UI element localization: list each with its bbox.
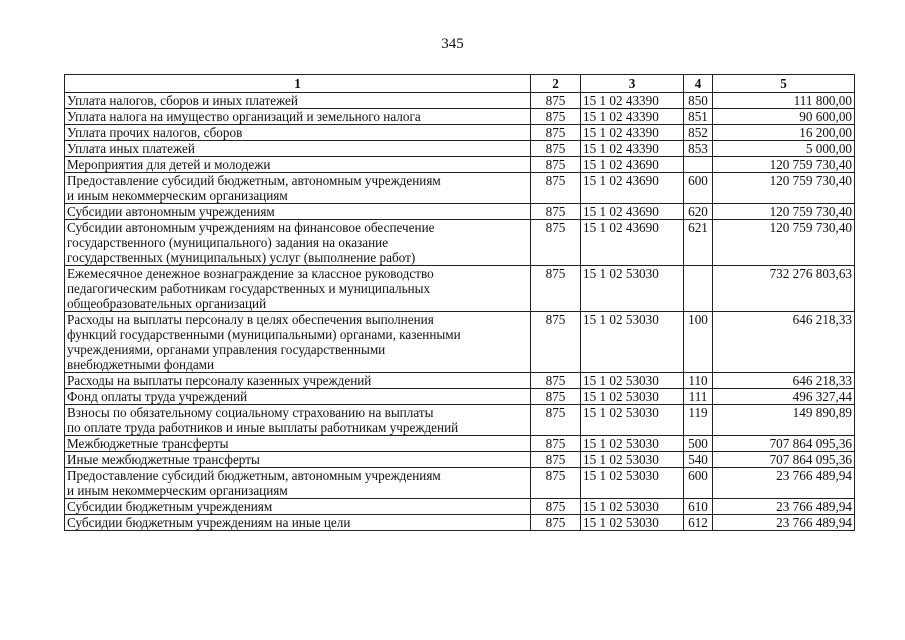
department-code-cell: 875	[531, 220, 581, 266]
expense-type-cell: 540	[684, 452, 713, 468]
target-article-cell: 15 1 02 53030	[581, 266, 684, 312]
expense-name-line: и иным некоммерческим организациям	[67, 188, 288, 203]
expense-name-line: Фонд оплаты труда учреждений	[67, 389, 248, 404]
target-article-cell: 15 1 02 53030	[581, 312, 684, 373]
table-row	[65, 93, 855, 109]
expense-name-line: педагогическим работникам государственных и муниципальных	[67, 281, 431, 296]
target-article-cell: 15 1 02 43390	[581, 125, 684, 141]
expense-name-line: Взносы по обязательному социальному страхованию на выплаты	[67, 405, 434, 420]
budget-table	[64, 74, 855, 531]
department-code-cell: 875	[531, 312, 581, 373]
department-code-cell: 875	[531, 157, 581, 173]
expense-name-line: внебюджетными фондами	[67, 357, 215, 372]
target-article-cell: 15 1 02 53030	[581, 389, 684, 405]
expense-type-cell: 621	[684, 220, 713, 266]
table-row	[65, 312, 855, 373]
amount-cell: 707 864 095,36	[713, 452, 855, 468]
department-code-cell: 875	[531, 141, 581, 157]
amount-cell: 120 759 730,40	[713, 220, 855, 266]
amount-cell: 646 218,33	[713, 312, 855, 373]
expense-name-cell	[65, 515, 531, 531]
expense-name-cell	[65, 452, 531, 468]
expense-type-cell: 110	[684, 373, 713, 389]
target-article-cell: 15 1 02 53030	[581, 405, 684, 436]
department-code-cell: 875	[531, 173, 581, 204]
expense-type-cell: 852	[684, 125, 713, 141]
expense-type-cell: 853	[684, 141, 713, 157]
target-article-cell: 15 1 02 53030	[581, 373, 684, 389]
amount-cell: 23 766 489,94	[713, 499, 855, 515]
expense-type-cell	[684, 266, 713, 312]
expense-name-cell	[65, 173, 531, 204]
expense-name-line: Расходы на выплаты персоналу в целях обеспечения выполнения	[67, 312, 434, 327]
expense-name-line: Субсидии автономным учреждениям на финансовое обеспечение	[67, 220, 435, 235]
target-article-cell: 15 1 02 43690	[581, 173, 684, 204]
expense-name-cell	[65, 220, 531, 266]
table-row	[65, 468, 855, 499]
expense-name-cell	[65, 204, 531, 220]
table-row	[65, 499, 855, 515]
department-code-cell: 875	[531, 468, 581, 499]
target-article-cell: 15 1 02 43690	[581, 204, 684, 220]
expense-name-line: государственных (муниципальных) услуг (выполнение работ)	[67, 250, 416, 265]
expense-name-cell	[65, 499, 531, 515]
expense-name-line: Расходы на выплаты персоналу казенных учреждений	[67, 373, 372, 388]
expense-name-line: Субсидии автономным учреждениям	[67, 204, 275, 219]
target-article-cell: 15 1 02 43390	[581, 93, 684, 109]
table-row	[65, 515, 855, 531]
department-code-cell: 875	[531, 452, 581, 468]
expense-name-line: Ежемесячное денежное вознаграждение за классное руководство	[67, 266, 434, 281]
expense-name-line: Уплата налогов, сборов и иных платежей	[67, 93, 298, 108]
expense-name-cell	[65, 468, 531, 499]
expense-name-cell	[65, 93, 531, 109]
expense-name-cell	[65, 125, 531, 141]
expense-name-line: Уплата налога на имущество организаций и земельного налога	[67, 109, 421, 124]
expense-type-cell: 600	[684, 173, 713, 204]
expense-name-line: Уплата прочих налогов, сборов	[67, 125, 243, 140]
expense-name-line: Межбюджетные трансферты	[67, 436, 229, 451]
expense-type-cell: 610	[684, 499, 713, 515]
target-article-cell: 15 1 02 43690	[581, 157, 684, 173]
amount-cell: 732 276 803,63	[713, 266, 855, 312]
header-row	[65, 75, 855, 93]
expense-type-cell: 620	[684, 204, 713, 220]
department-code-cell: 875	[531, 204, 581, 220]
table-row	[65, 109, 855, 125]
expense-name-cell	[65, 109, 531, 125]
amount-cell: 149 890,89	[713, 405, 855, 436]
expense-name-cell	[65, 436, 531, 452]
amount-cell: 23 766 489,94	[713, 515, 855, 531]
department-code-cell: 875	[531, 405, 581, 436]
table-row	[65, 405, 855, 436]
header-col-4: 4	[684, 75, 713, 93]
table-row	[65, 389, 855, 405]
amount-cell: 496 327,44	[713, 389, 855, 405]
target-article-cell: 15 1 02 43690	[581, 220, 684, 266]
expense-type-cell: 850	[684, 93, 713, 109]
amount-cell: 120 759 730,40	[713, 173, 855, 204]
expense-name-line: общеобразовательных организаций	[67, 296, 267, 311]
department-code-cell: 875	[531, 373, 581, 389]
expense-type-cell: 111	[684, 389, 713, 405]
table-row	[65, 173, 855, 204]
target-article-cell: 15 1 02 53030	[581, 452, 684, 468]
amount-cell: 23 766 489,94	[713, 468, 855, 499]
amount-cell: 707 864 095,36	[713, 436, 855, 452]
expense-type-cell: 500	[684, 436, 713, 452]
expense-name-line: Иные межбюджетные трансферты	[67, 452, 260, 467]
table-row	[65, 266, 855, 312]
department-code-cell: 875	[531, 436, 581, 452]
expense-name-cell	[65, 389, 531, 405]
expense-name-line: функций государственными (муниципальными) органами, казенными	[67, 327, 461, 342]
amount-cell: 120 759 730,40	[713, 204, 855, 220]
header-col-3: 3	[581, 75, 684, 93]
table-body	[65, 93, 855, 531]
page-number: 345	[441, 36, 464, 52]
expense-name-cell	[65, 373, 531, 389]
amount-cell: 120 759 730,40	[713, 157, 855, 173]
expense-name-line: государственного (муниципального) задания на оказание	[67, 235, 389, 250]
department-code-cell: 875	[531, 109, 581, 125]
header-col-1: 1	[65, 75, 531, 93]
table-row	[65, 157, 855, 173]
target-article-cell: 15 1 02 43390	[581, 109, 684, 125]
table-row	[65, 373, 855, 389]
expense-name-line: учреждениями, органами управления государственными	[67, 342, 386, 357]
target-article-cell: 15 1 02 53030	[581, 436, 684, 452]
expense-type-cell: 100	[684, 312, 713, 373]
target-article-cell: 15 1 02 43390	[581, 141, 684, 157]
table-row	[65, 125, 855, 141]
expense-name-line: Предоставление субсидий бюджетным, автономным учреждениям	[67, 468, 441, 483]
expense-name-line: по оплате труда работников и иные выплаты работникам учреждений	[67, 420, 459, 435]
amount-cell: 16 200,00	[713, 125, 855, 141]
table-row	[65, 220, 855, 266]
expense-name-cell	[65, 312, 531, 373]
amount-cell: 5 000,00	[713, 141, 855, 157]
target-article-cell: 15 1 02 53030	[581, 499, 684, 515]
amount-cell: 90 600,00	[713, 109, 855, 125]
expense-type-cell	[684, 157, 713, 173]
expense-name-cell	[65, 405, 531, 436]
table-row	[65, 452, 855, 468]
expense-type-cell: 600	[684, 468, 713, 499]
amount-cell: 111 800,00	[713, 93, 855, 109]
expense-name-line: Субсидии бюджетным учреждениям	[67, 499, 273, 514]
table-row	[65, 141, 855, 157]
department-code-cell: 875	[531, 389, 581, 405]
department-code-cell: 875	[531, 125, 581, 141]
department-code-cell: 875	[531, 515, 581, 531]
expense-name-line: и иным некоммерческим организациям	[67, 483, 288, 498]
header-col-2: 2	[531, 75, 581, 93]
expense-type-cell: 612	[684, 515, 713, 531]
expense-name-line: Уплата иных платежей	[67, 141, 195, 156]
table-row	[65, 436, 855, 452]
department-code-cell: 875	[531, 266, 581, 312]
expense-name-cell	[65, 266, 531, 312]
expense-name-cell	[65, 157, 531, 173]
table-row	[65, 204, 855, 220]
expense-type-cell: 119	[684, 405, 713, 436]
expense-name-line: Субсидии бюджетным учреждениям на иные цели	[67, 515, 351, 530]
target-article-cell: 15 1 02 53030	[581, 515, 684, 531]
target-article-cell: 15 1 02 53030	[581, 468, 684, 499]
expense-name-line: Предоставление субсидий бюджетным, автономным учреждениям	[67, 173, 441, 188]
expense-type-cell: 851	[684, 109, 713, 125]
header-col-5: 5	[713, 75, 855, 93]
department-code-cell: 875	[531, 499, 581, 515]
amount-cell: 646 218,33	[713, 373, 855, 389]
department-code-cell: 875	[531, 93, 581, 109]
expense-name-cell	[65, 141, 531, 157]
expense-name-line: Мероприятия для детей и молодежи	[67, 157, 271, 172]
